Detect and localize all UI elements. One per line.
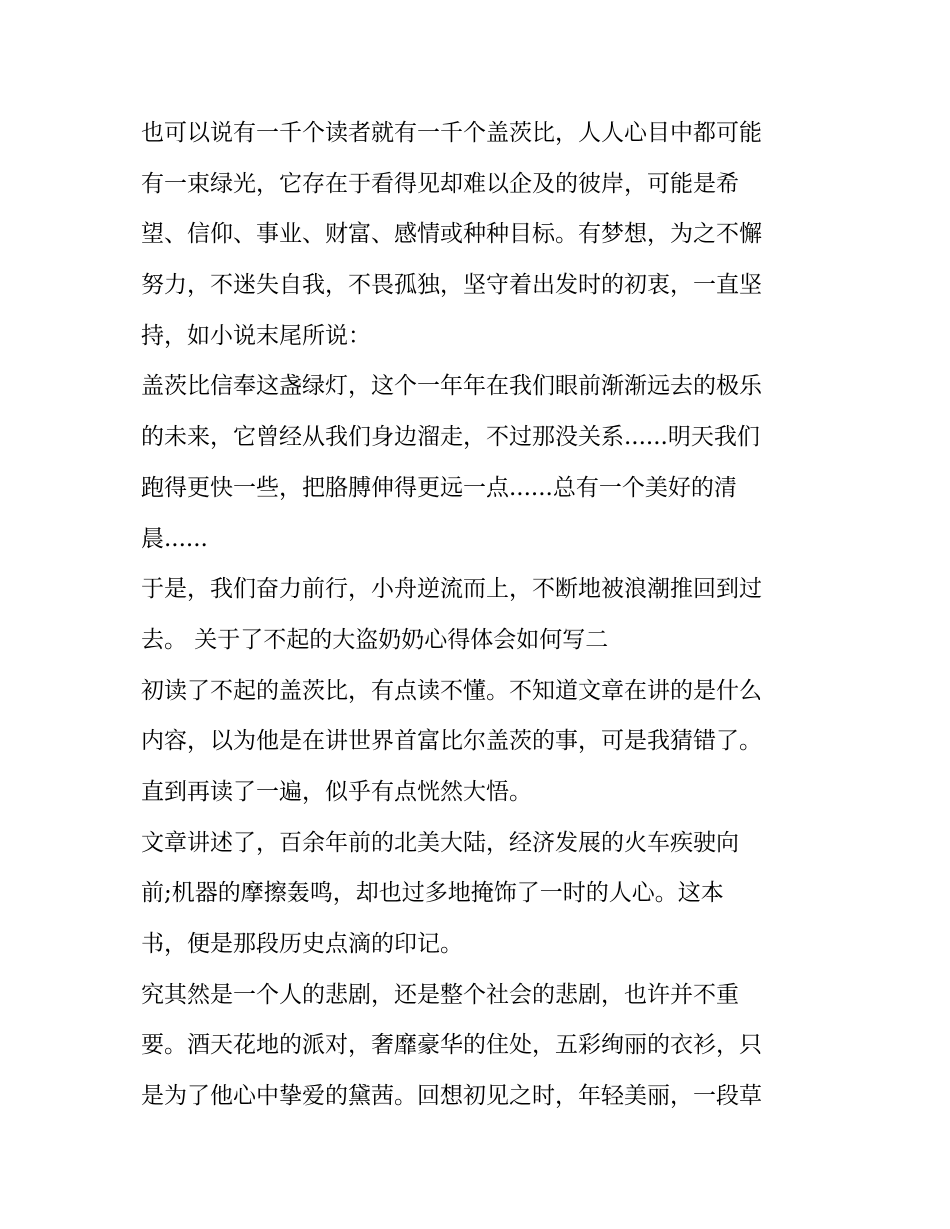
text-line: 直到再读了一遍，似乎有点恍然大悟。 bbox=[141, 778, 532, 805]
text-line: 有一束绿光，它存在于看得见却难以企及的彼岸，可能是希 bbox=[141, 170, 739, 197]
text-line: 努力，不迷失自我，不畏孤独，坚守着出发时的初衷，一直坚 bbox=[141, 272, 762, 299]
text-line: 是为了他心中挚爱的黛茜。回想初见之时，年轻美丽，一段草 bbox=[141, 1083, 762, 1110]
text-line: 文章讲述了，百余年前的北美大陆，经济发展的火车疾驶向 bbox=[141, 829, 739, 856]
text-line: 的未来，它曾经从我们身边溜走，不过那没关系......明天我们 bbox=[141, 424, 760, 451]
text-line: 去。 关于了不起的大盗奶奶心得体会如何写二 bbox=[141, 626, 609, 653]
text-line: 要。酒天花地的派对，奢靡豪华的住处，五彩绚丽的衣衫，只 bbox=[141, 1032, 762, 1059]
text-line: 前;机器的摩擦轰鸣，却也过多地掩饰了一时的人心。这本 bbox=[141, 880, 724, 907]
text-line: 跑得更快一些，把胳膊伸得更远一点......总有一个美好的清 bbox=[141, 474, 737, 501]
text-line: 书，便是那段历史点滴的印记。 bbox=[141, 931, 463, 957]
text-line: 盖茨比信奉这盏绿灯，这个一年年在我们眼前渐渐远去的极乐 bbox=[141, 373, 762, 400]
text-line: 望、信仰、事业、财富、感情或种种目标。有梦想，为之不懈 bbox=[141, 221, 762, 248]
text-line: 晨...... bbox=[141, 525, 208, 552]
text-line: 初读了不起的盖茨比，有点读不懂。不知道文章在讲的是什么 bbox=[141, 677, 762, 704]
body-text bbox=[141, 108, 821, 1122]
text-line: 也可以说有一千个读者就有一千个盖茨比，人人心目中都可能 bbox=[141, 120, 762, 146]
text-line: 究其然是一个人的悲剧，还是整个社会的悲剧，也许并不重 bbox=[141, 981, 739, 1008]
text-line: 于是，我们奋力前行，小舟逆流而上，不断地被浪潮推回到过 bbox=[141, 576, 762, 603]
text-line: 内容，以为他是在讲世界首富比尔盖茨的事，可是我猜错了。 bbox=[141, 728, 762, 755]
text-line: 持，如小说末尾所说： bbox=[141, 322, 371, 349]
